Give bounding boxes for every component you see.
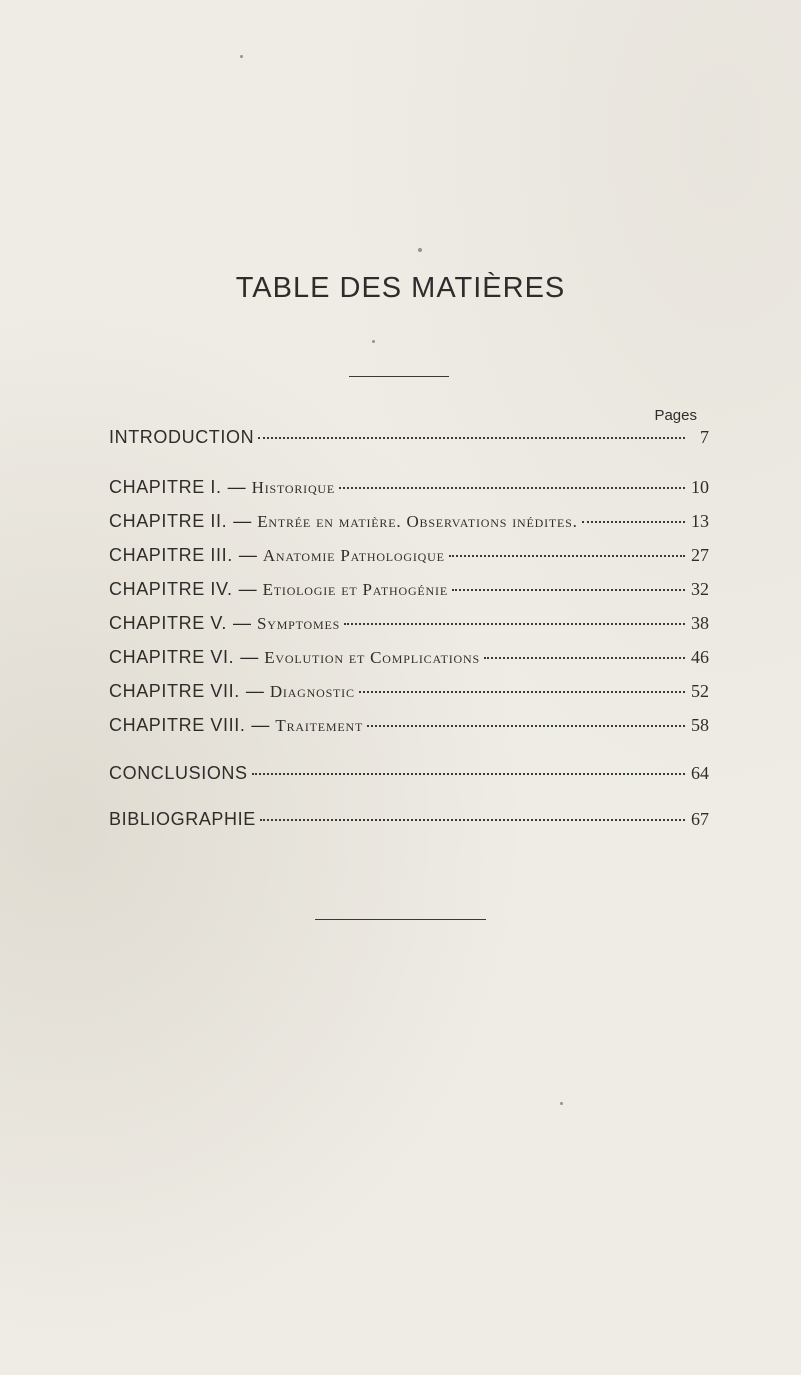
dot-leader <box>339 487 685 489</box>
pages-column-label: Pages <box>654 407 697 424</box>
chapter-number: CHAPITRE I. <box>109 477 222 497</box>
page-number: 58 <box>691 715 709 735</box>
paper-speck <box>560 1102 563 1105</box>
dash-separator: — <box>233 511 252 531</box>
paper-speck <box>240 55 243 58</box>
chapter-subject: Anatomie Pathologique <box>262 546 445 565</box>
dot-leader <box>449 555 685 557</box>
page-number: 7 <box>700 427 709 447</box>
page-number: 13 <box>691 511 709 531</box>
dot-leader <box>258 437 685 439</box>
page-number: 52 <box>691 681 709 701</box>
dash-separator: — <box>240 647 259 667</box>
toc-entry-bibliographie <box>109 808 709 830</box>
toc-entry-chapter-1 <box>109 476 709 499</box>
entry-label: CONCLUSIONS <box>109 763 248 783</box>
chapter-subject: Entrée en matière. Observations inédites. <box>257 512 578 531</box>
chapter-subject: Symptomes <box>256 614 341 633</box>
chapter-number: CHAPITRE IV. <box>109 579 233 599</box>
chapter-subject: Diagnostic <box>269 682 355 701</box>
dash-separator: — <box>238 545 257 565</box>
title-divider <box>349 376 449 377</box>
dot-leader <box>359 691 685 693</box>
chapter-subject: Etiologie et Pathogénie <box>262 580 448 599</box>
chapter-subject: Traitement <box>275 716 364 735</box>
chapter-number: CHAPITRE VII. <box>109 681 240 701</box>
page-number: 64 <box>691 763 709 783</box>
page-title: TABLE DES MATIÈRES <box>235 272 566 304</box>
page-number: 38 <box>691 613 709 633</box>
paper-speck <box>418 248 422 252</box>
dash-separator: — <box>245 681 264 701</box>
page-number: 67 <box>691 809 709 829</box>
toc-entry-introduction <box>109 426 709 448</box>
chapter-number: CHAPITRE III. <box>109 545 233 565</box>
closing-divider <box>315 919 486 920</box>
paper-speck <box>372 340 375 343</box>
dot-leader <box>344 623 685 625</box>
dot-leader <box>582 521 685 523</box>
chapter-number: CHAPITRE II. <box>109 511 228 531</box>
toc-entry-chapter-3 <box>109 544 709 567</box>
chapter-number: CHAPITRE VIII. <box>109 715 246 735</box>
page-number: 10 <box>691 477 709 497</box>
toc-entry-chapter-8 <box>109 714 709 737</box>
page-number: 46 <box>691 647 709 667</box>
entry-label: INTRODUCTION <box>109 427 255 447</box>
chapter-number: CHAPITRE VI. <box>109 647 235 667</box>
entry-label: BIBLIOGRAPHIE <box>109 809 256 829</box>
dot-leader <box>252 773 685 775</box>
chapter-subject: Historique <box>251 478 336 497</box>
chapter-number: CHAPITRE V. <box>109 613 227 633</box>
toc-entry-conclusions <box>109 762 709 784</box>
toc-entry-chapter-4 <box>109 578 709 601</box>
dash-separator: — <box>227 477 246 497</box>
dot-leader <box>260 819 685 821</box>
toc-entry-chapter-5 <box>109 612 709 635</box>
toc-entry-chapter-7 <box>109 680 709 703</box>
page-number: 27 <box>691 545 709 565</box>
dot-leader <box>484 657 685 659</box>
dot-leader <box>367 725 685 727</box>
chapter-subject: Evolution et Complications <box>264 648 480 667</box>
dash-separator: — <box>232 613 251 633</box>
toc-entry-chapter-6 <box>109 646 709 669</box>
page-number: 32 <box>691 579 709 599</box>
toc-entry-chapter-2 <box>109 510 709 533</box>
dash-separator: — <box>251 715 270 735</box>
dot-leader <box>452 589 685 591</box>
dash-separator: — <box>238 579 257 599</box>
